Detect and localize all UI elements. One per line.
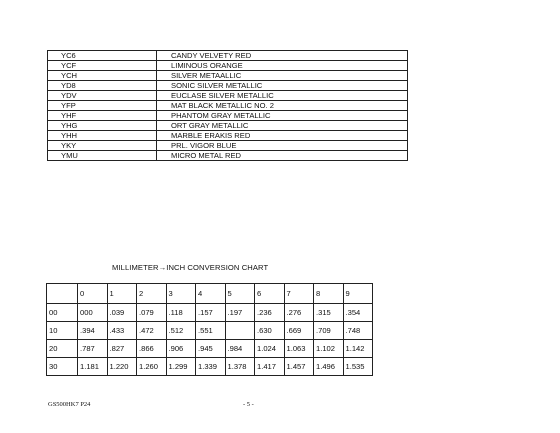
conversion-header-cell: 9: [343, 284, 373, 304]
color-code: YCH: [48, 71, 157, 81]
conversion-header-cell: 4: [196, 284, 226, 304]
color-code: YFP: [48, 101, 157, 111]
conversion-cell: .866: [137, 340, 167, 358]
conversion-cell: 1.142: [343, 340, 373, 358]
conversion-cell: .236: [255, 304, 285, 322]
color-code: YKY: [48, 141, 157, 151]
conversion-header-cell: 7: [284, 284, 314, 304]
conversion-cell: .551: [196, 322, 226, 340]
color-code: YD8: [48, 81, 157, 91]
color-name: LIMINOUS ORANGE: [157, 61, 408, 71]
color-name: PRL. VIGOR BLUE: [157, 141, 408, 151]
page-number: - 5 -: [243, 401, 254, 408]
conversion-cell: 1.181: [78, 358, 108, 376]
conversion-cell: .906: [166, 340, 196, 358]
conversion-cell: .079: [137, 304, 167, 322]
document-code: GS500HK7 P24: [48, 401, 91, 408]
conversion-row-label: 00: [47, 304, 78, 322]
color-code-row: [48, 111, 408, 121]
color-name: SILVER METAALLIC: [157, 71, 408, 81]
color-code-row: [48, 51, 408, 61]
color-code: YC6: [48, 51, 157, 61]
conversion-cell: 1.496: [314, 358, 344, 376]
conversion-row: [47, 358, 373, 376]
conversion-cell: 1.457: [284, 358, 314, 376]
conversion-header-cell: 0: [78, 284, 108, 304]
conversion-cell: 1.220: [107, 358, 137, 376]
conversion-cell: 1.378: [225, 358, 255, 376]
color-name: CANDY VELVETY RED: [157, 51, 408, 61]
conversion-cell: .157: [196, 304, 226, 322]
color-name: SONIC SILVER METALLIC: [157, 81, 408, 91]
conversion-cell: 1.299: [166, 358, 196, 376]
conversion-cell: .748: [343, 322, 373, 340]
conversion-cell: .630: [255, 322, 285, 340]
conversion-cell: .197: [225, 304, 255, 322]
color-name: MARBLE ERAKIS RED: [157, 131, 408, 141]
conversion-header-cell: 8: [314, 284, 344, 304]
conversion-cell: .669: [284, 322, 314, 340]
conversion-cell: .039: [107, 304, 137, 322]
conversion-row-label: 30: [47, 358, 78, 376]
conversion-cell: .827: [107, 340, 137, 358]
conversion-header-cell: [47, 284, 78, 304]
color-code: YCF: [48, 61, 157, 71]
conversion-header-row: [47, 284, 373, 304]
mm-inch-conversion-table: [46, 283, 373, 376]
color-code-row: [48, 101, 408, 111]
conversion-header-cell: 2: [137, 284, 167, 304]
conversion-cell: 1.339: [196, 358, 226, 376]
color-code-row: [48, 81, 408, 91]
conversion-cell: .709: [314, 322, 344, 340]
conversion-cell: 1.260: [137, 358, 167, 376]
conversion-row: [47, 340, 373, 358]
color-code-row: [48, 151, 408, 161]
color-name: PHANTOM GRAY METALLIC: [157, 111, 408, 121]
conversion-cell: .315: [314, 304, 344, 322]
conversion-header-cell: 6: [255, 284, 285, 304]
color-code-row: [48, 131, 408, 141]
conversion-cell: .118: [166, 304, 196, 322]
conversion-cell: .945: [196, 340, 226, 358]
conversion-row: [47, 304, 373, 322]
color-code: YDV: [48, 91, 157, 101]
color-code-table: [47, 50, 408, 161]
conversion-header-cell: 5: [225, 284, 255, 304]
conversion-cell: .433: [107, 322, 137, 340]
conversion-cell: .354: [343, 304, 373, 322]
color-code-row: [48, 141, 408, 151]
color-name: MICRO METAL RED: [157, 151, 408, 161]
conversion-row-label: 20: [47, 340, 78, 358]
conversion-row: [47, 322, 373, 340]
conversion-cell: 1.417: [255, 358, 285, 376]
color-code-row: [48, 61, 408, 71]
conversion-cell: .787: [78, 340, 108, 358]
conversion-cell: .472: [137, 322, 167, 340]
conversion-cell: 1.024: [255, 340, 285, 358]
color-code: YHF: [48, 111, 157, 121]
color-name: MAT BLACK METALLIC NO. 2: [157, 101, 408, 111]
color-code-row: [48, 121, 408, 131]
conversion-cell: .394: [78, 322, 108, 340]
conversion-cell: 1.102: [314, 340, 344, 358]
conversion-cell: 000: [78, 304, 108, 322]
color-code: YHG: [48, 121, 157, 131]
color-code: YMU: [48, 151, 157, 161]
color-code-row: [48, 91, 408, 101]
conversion-cell: [225, 322, 255, 340]
conversion-header-cell: 1: [107, 284, 137, 304]
color-name: ORT GRAY METALLIC: [157, 121, 408, 131]
conversion-chart-title: MILLIMETER→INCH CONVERSION CHART: [112, 263, 269, 272]
conversion-cell: 1.063: [284, 340, 314, 358]
conversion-cell: .984: [225, 340, 255, 358]
conversion-row-label: 10: [47, 322, 78, 340]
color-code-row: [48, 71, 408, 81]
color-name: EUCLASE SILVER METALLIC: [157, 91, 408, 101]
conversion-cell: .512: [166, 322, 196, 340]
conversion-header-cell: 3: [166, 284, 196, 304]
color-code: YHH: [48, 131, 157, 141]
conversion-cell: .276: [284, 304, 314, 322]
conversion-cell: 1.535: [343, 358, 373, 376]
